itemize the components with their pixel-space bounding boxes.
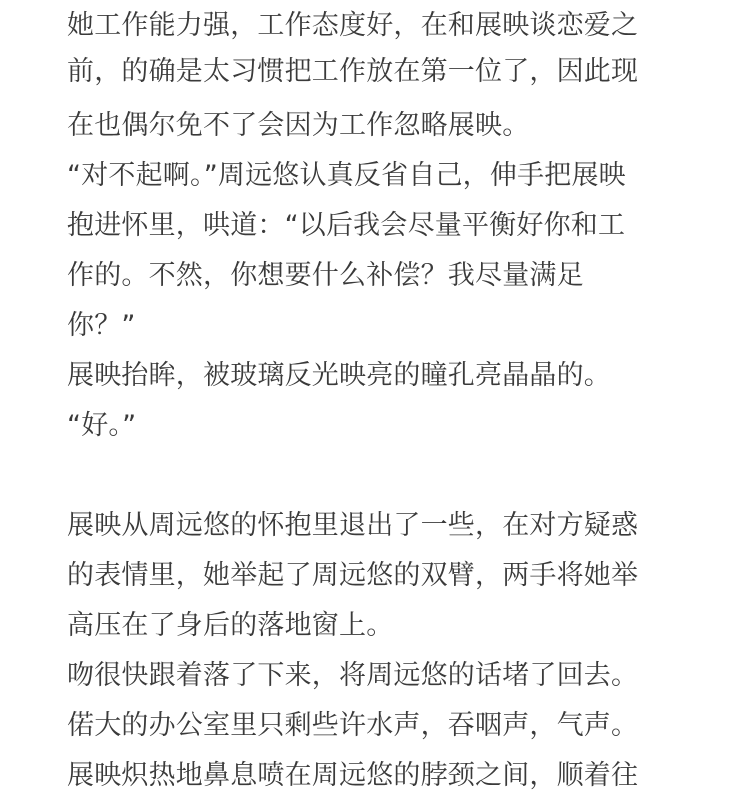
text-line-15: 展映炽热地鼻息喷在周远悠的脖颈之间，顺着往	[67, 760, 639, 791]
text-line-8: 展映抬眸，被玻璃反光映亮的瞳孔亮晶晶的。	[67, 360, 611, 391]
text-line-12: 高压在了身后的落地窗上。	[67, 610, 394, 641]
text-line-10: 展映从周远悠的怀抱里退出了一些，在对方疑惑	[67, 510, 639, 541]
text-line-9: “好。”	[67, 410, 137, 441]
text-line-6: 作的。不然，你想要什么补偿？我尽量满足	[67, 260, 584, 291]
text-line-1: 她工作能力强，工作态度好，在和展映谈恋爱之	[67, 10, 639, 41]
text-line-14: 偌大的办公室里只剩些许水声，吞咽声，气声。	[67, 710, 639, 741]
text-line-2: 前，的确是太习惯把工作放在第一位了，因此现	[67, 56, 639, 87]
text-line-13: 吻很快跟着落了下来，将周远悠的话堵了回去。	[67, 660, 639, 691]
text-line-7: 你？”	[67, 310, 136, 341]
text-line-3: 在也偶尔免不了会因为工作忽略展映。	[67, 110, 530, 141]
text-line-4: “对不起啊。”周远悠认真反省自己，伸手把展映	[67, 160, 626, 191]
text-line-5: 抱进怀里，哄道：“以后我会尽量平衡好你和工	[67, 210, 626, 241]
text-line-11: 的表情里，她举起了周远悠的双臂，两手将她举	[67, 560, 639, 591]
